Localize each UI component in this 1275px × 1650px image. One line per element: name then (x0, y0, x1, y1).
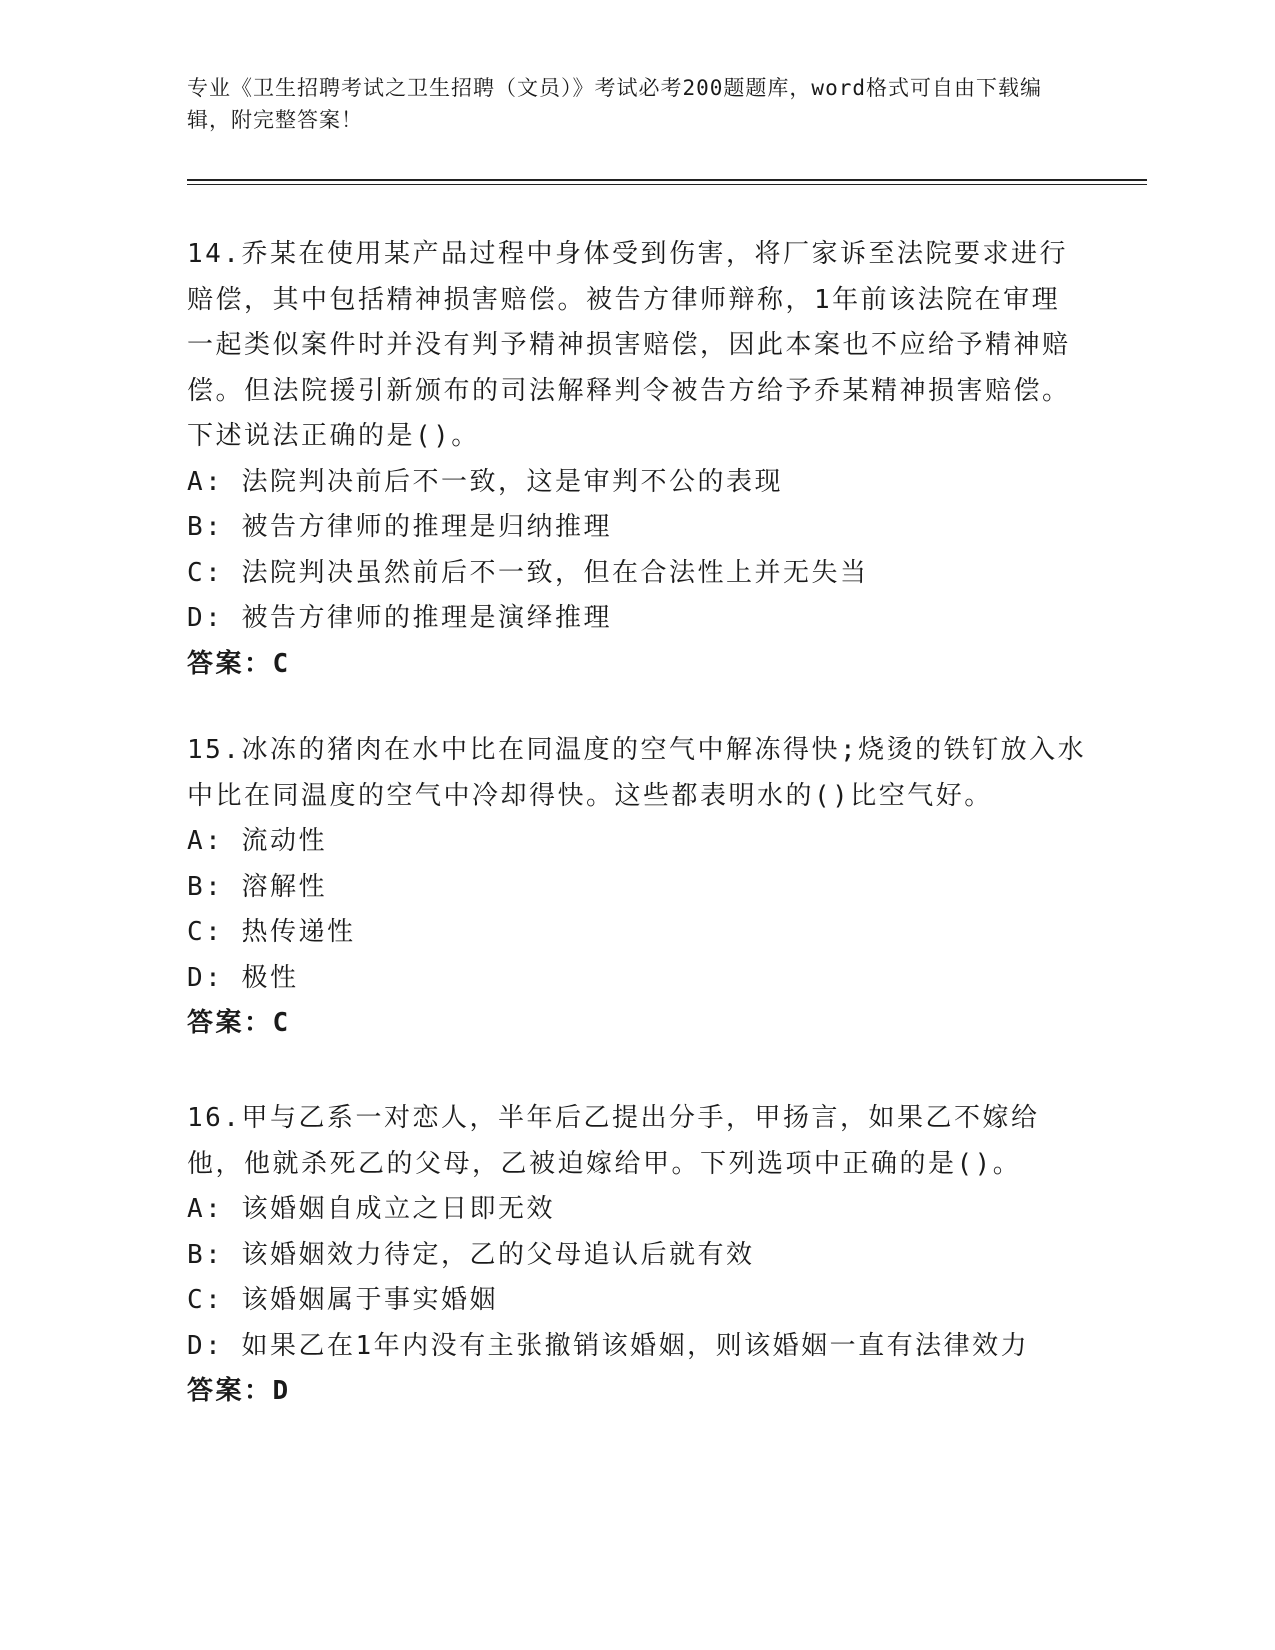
question-15 (187, 728, 1087, 1047)
answer: 答案：D (187, 1376, 291, 1406)
question-16 (187, 1096, 1087, 1415)
answer: 答案：C (187, 1008, 291, 1038)
question-stem: 15.冰冻的猪肉在水中比在同温度的空气中解冻得快;烧烫的铁钉放入水中比在同温度的空气中冷却得快。这些都表明水的()比空气好。 (187, 735, 1087, 811)
option-d: D: 被告方律师的推理是演绎推理 (187, 603, 612, 633)
header-divider (187, 179, 1147, 185)
answer: 答案：C (187, 648, 291, 679)
question-14 (187, 232, 1087, 687)
option-b: B: 该婚姻效力待定，乙的父母追认后就有效 (187, 1239, 755, 1270)
document-header: 专业《卫生招聘考试之卫生招聘（文员）》考试必考200题题库，word格式可自由下载编辑，附完整答案！ (187, 76, 1042, 132)
option-b: B: 溶解性 (187, 871, 327, 902)
option-d: D: 如果乙在1年内没有主张撤销该婚姻，则该婚姻一直有法律效力 (187, 1330, 1030, 1361)
question-stem: 14.乔某在使用某产品过程中身体受到伤害，将厂家诉至法院要求进行赔偿，其中包括精神损害赔偿。被告方律师辩称，1年前该法院在审理一起类似案件时并没有判予精神损害赔偿，因此本案也不应给予精神赔偿。但法院援引新颁布的司法解释判令被告方给予乔某精神损害赔偿。下述说法正确的是()。 (187, 239, 1071, 451)
option-c: C: 热传递性 (187, 917, 356, 947)
option-a: A: 流动性 (187, 826, 327, 856)
option-c: C: 该婚姻属于事实婚姻 (187, 1285, 498, 1315)
question-stem: 16.甲与乙系一对恋人，半年后乙提出分手，甲扬言，如果乙不嫁给他，他就杀死乙的父母，乙被迫嫁给甲。下列选项中正确的是()。 (187, 1103, 1040, 1179)
option-a: A: 该婚姻自成立之日即无效 (187, 1194, 555, 1224)
option-d: D: 极性 (187, 962, 299, 993)
option-c: C: 法院判决虽然前后不一致，但在合法性上并无失当 (187, 557, 869, 588)
option-a: A: 法院判决前后不一致，这是审判不公的表现 (187, 466, 783, 497)
option-b: B: 被告方律师的推理是归纳推理 (187, 512, 612, 542)
